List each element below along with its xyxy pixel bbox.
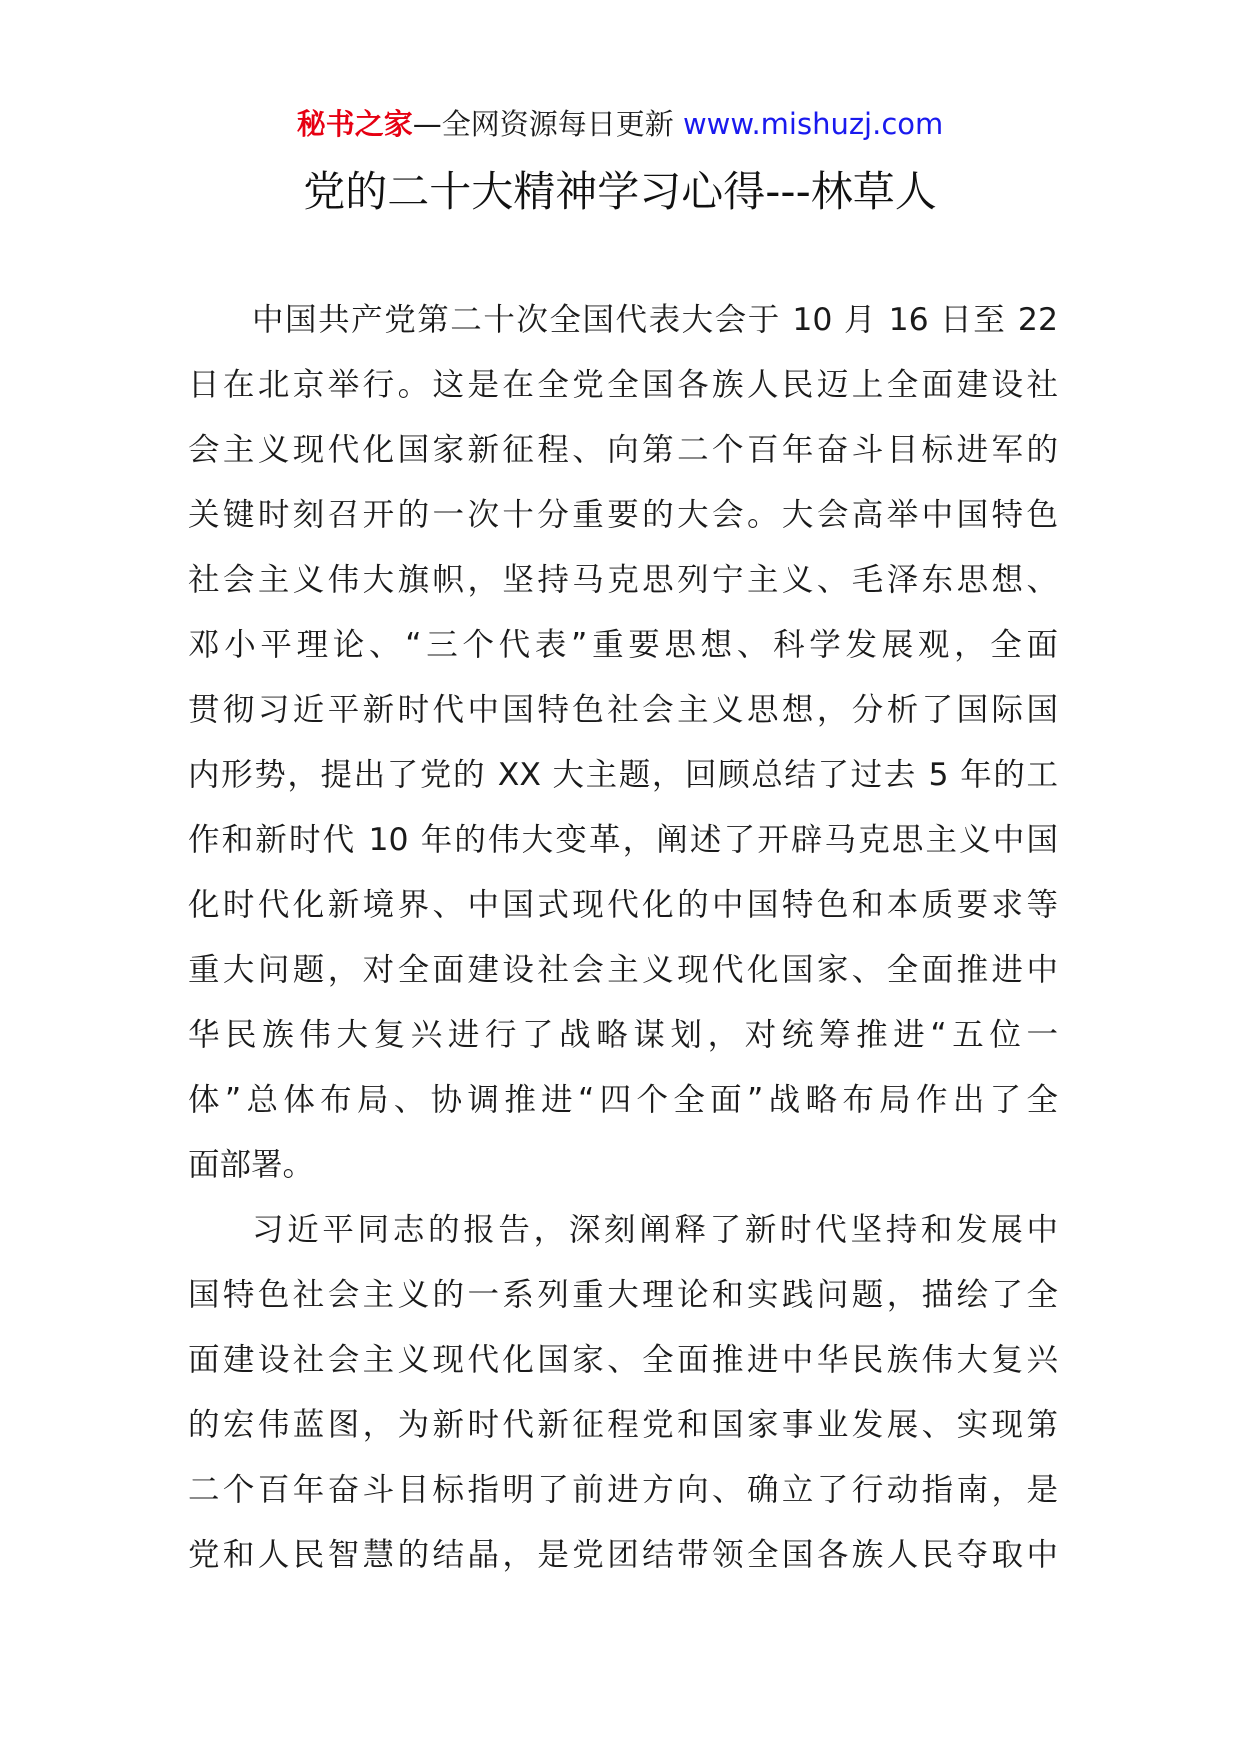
text-line: 国特色社会主义的一系列重大理论和实践问题，描绘了全 [188,1277,1058,1313]
text-line: 关键时刻召开的一次十分重要的大会。大会高举中国特色 [188,497,1058,533]
text-line: 习近平同志的报告，深刻阐释了新时代坚持和发展中 [252,1212,1058,1248]
brand-name: 秘书之家 [296,107,413,141]
paragraph-1 [188,288,1058,1198]
text-line: 社会主义伟大旗帜，坚持马克思列宁主义、毛泽东思想、 [188,562,1058,598]
text-line: 的宏伟蓝图，为新时代新征程党和国家事业发展、实现第 [188,1407,1058,1443]
text-line: 内形势，提出了党的 XX 大主题，回顾总结了过去 5 年的工 [188,757,1058,793]
site-header [0,104,1240,144]
document-title: 党的二十大精神学习心得---林草人 [303,167,937,216]
text-line: 华民族伟大复兴进行了战略谋划，对统筹推进“五位一 [188,1017,1058,1053]
text-line: 会主义现代化国家新征程、向第二个百年奋斗目标进军的 [188,432,1058,468]
text-line: 作和新时代 10 年的伟大变革，阐述了开辟马克思主义中国 [188,822,1058,858]
site-link[interactable]: www.mishuzj.com [682,107,944,141]
text-line: 二个百年奋斗目标指明了前进方向、确立了行动指南，是 [188,1472,1058,1508]
header-tagline: —全网资源每日更新 [412,107,674,141]
paragraph-2 [188,1198,1058,1588]
text-line: 日在北京举行。这是在全党全国各族人民迈上全面建设社 [188,367,1058,403]
document-body [188,288,1058,1588]
text-line: 面建设社会主义现代化国家、全面推进中华民族伟大复兴 [188,1342,1058,1378]
text-line: 贯彻习近平新时代中国特色社会主义思想，分析了国际国 [188,692,1058,728]
text-line: 重大问题，对全面建设社会主义现代化国家、全面推进中 [188,952,1058,988]
text-line: 体”总体布局、协调推进“四个全面”战略布局作出了全 [188,1082,1058,1118]
text-line: 面部署。 [188,1147,315,1183]
text-line: 化时代化新境界、中国式现代化的中国特色和本质要求等 [188,887,1058,923]
text-line: 党和人民智慧的结晶，是党团结带领全国各族人民夺取中 [188,1537,1058,1573]
text-line: 邓小平理论、“三个代表”重要思想、科学发展观，全面 [188,627,1058,663]
text-line: 中国共产党第二十次全国代表大会于 10 月 16 日至 22 [252,302,1058,338]
